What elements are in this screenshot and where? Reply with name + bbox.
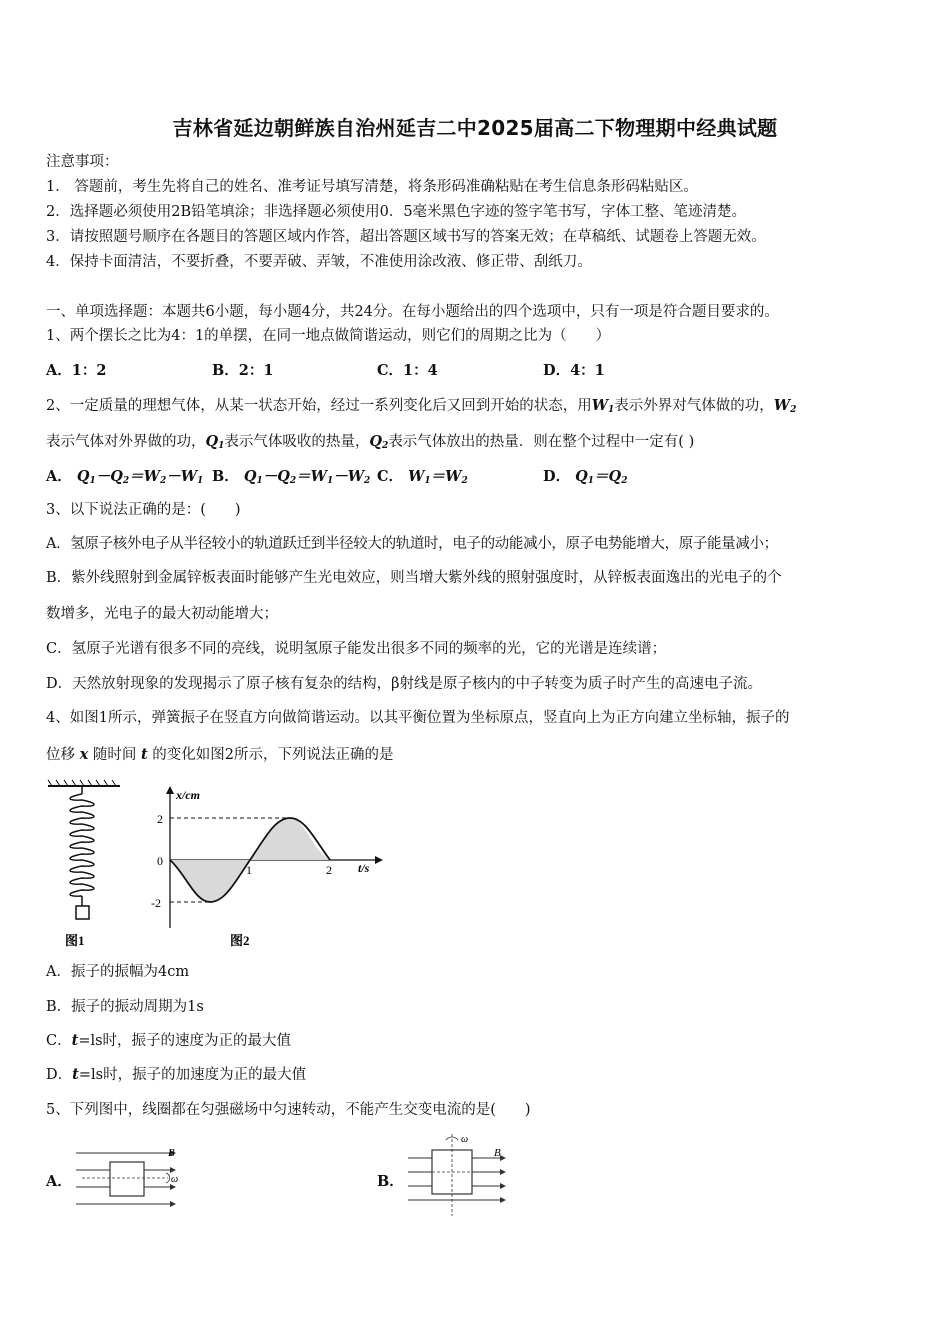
fig2-caption: 图2 bbox=[230, 933, 250, 948]
page-title: 吉林省延边朝鲜族自治州延吉二中2025届高二下物理期中经典试题 bbox=[172, 116, 778, 140]
q2-line-1: 2、一定质量的理想气体，从某一状态开始，经过一系列变化后又回到开始的状态，用$W_1$表示外界对气体做的功，$W_2$ bbox=[46, 397, 797, 415]
notice-heading: 注意事项： bbox=[46, 154, 119, 170]
notice-item-4: 4．保持卡面清洁，不要折叠，不要弄破、弄皱，不准使用涂改液、修正带、刮纸刀。 bbox=[46, 254, 592, 270]
q4-stem-1: 4、如图1所示，弹簧振子在竖直方向做简谐运动。以其平衡位置为坐标原点，竖直向上为正方向建立坐标轴，振子的 bbox=[46, 710, 790, 726]
q1-stem: 1、两个摆长之比为4：1的单摆，在同一地点做简谐运动，则它们的周期之比为（ ） bbox=[46, 328, 611, 344]
q4-option-a: A．振子的振幅为4cm bbox=[46, 964, 190, 980]
omega-label: ω bbox=[461, 1134, 469, 1145]
q5-stem: 5、下列图中，线圈都在匀强磁场中匀速转动，不能产生交变电流的是( ) bbox=[46, 1102, 531, 1118]
q2-option-a: A． $Q_1-Q_2=W_2-W_1$ bbox=[46, 468, 204, 486]
q3-option-c: C．氢原子光谱有很多不同的亮线，说明氢原子能发出很多不同的频率的光，它的光谱是连续谱； bbox=[46, 641, 667, 657]
q4-stem-2: 位移 x 随时间 t 的变化如图2所示，下列说法正确的是 bbox=[46, 746, 394, 763]
notice-item-1: 1． 答题前，考生先将自己的姓名、准考证号填写清楚，将条形码准确粘贴在考生信息条形码粘贴区。 bbox=[46, 179, 698, 195]
q5-option-a-label: A． bbox=[46, 1173, 72, 1190]
q1-option-b: B．2：1 bbox=[212, 362, 274, 379]
q3-option-b-1: B．紫外线照射到金属锌板表面时能够产生光电效应，则当增大紫外线的照射强度时，从锌板表面逸出的光电子的个 bbox=[46, 570, 782, 586]
q4-option-b: B．振子的振动周期为1s bbox=[46, 999, 204, 1015]
fig1-caption: 图1 bbox=[65, 933, 85, 948]
q5-option-b-label: B． bbox=[377, 1173, 404, 1190]
y-axis-label: x/cm bbox=[176, 788, 200, 802]
q1-option-a: A．1：2 bbox=[46, 362, 107, 379]
oscillator-block bbox=[76, 906, 89, 919]
spring-oscillator-diagram bbox=[48, 780, 120, 948]
q2-line-2: 表示气体对外界做的功，$Q_1$表示气体吸收的热量，$Q_2$表示气体放出的热量．则在整个过程中一定有( ) bbox=[46, 433, 695, 451]
q3-option-b-2: 数增多，光电子的最大初动能增大； bbox=[46, 606, 278, 622]
q3-stem: 3、以下说法正确的是：( ) bbox=[46, 502, 241, 518]
q1-option-d: D．4：1 bbox=[543, 362, 605, 379]
q3-option-a: A．氢原子核外电子从半径较小的轨道跃迁到半径较大的轨道时，电子的动能减小，原子电势能增大，原子能量减小； bbox=[46, 536, 778, 552]
q2-option-b: B． $Q_1-Q_2=W_1-W_2$ bbox=[212, 468, 371, 486]
xt-graph bbox=[151, 786, 383, 948]
x-tick-2: 2 bbox=[326, 863, 332, 877]
y-tick-2: 2 bbox=[157, 812, 163, 826]
field-label: B bbox=[494, 1147, 501, 1159]
x-axis-label: t/s bbox=[358, 861, 370, 875]
y-tick-0: 0 bbox=[157, 854, 163, 868]
q3-option-d: D．天然放射现象的发现揭示了原子核有复杂的结构，β射线是原子核内的中子转变为质子时产生的高速电子流。 bbox=[46, 676, 763, 692]
q1-option-c: C．1：4 bbox=[377, 362, 438, 379]
q5-option-a-diagram bbox=[72, 1140, 192, 1216]
notice-item-3: 3．请按照题号顺序在各题目的答题区域内作答，超出答题区域书写的答案无效；在草稿纸、试题卷上答题无效。 bbox=[46, 229, 766, 245]
field-label: B bbox=[168, 1147, 175, 1159]
y-tick-neg2: -2 bbox=[151, 896, 161, 910]
section-heading: 一、单项选择题：本题共6小题，每小题4分，共24分。在每小题给出的四个选项中，只有一项是符合题目要求的。 bbox=[46, 304, 779, 320]
q4-option-d: D．t=ls时，振子的加速度为正的最大值 bbox=[46, 1066, 307, 1083]
q4-figure bbox=[40, 778, 410, 954]
q2-option-c: C． $W_1=W_2$ bbox=[377, 468, 468, 486]
x-tick-1: 1 bbox=[246, 863, 252, 877]
notice-item-2: 2．选择题必须使用2B铅笔填涂；非选择题必须使用0．5毫米黑色字迹的签字笔书写，字体工整、笔迹清楚。 bbox=[46, 204, 747, 220]
q4-option-c: C．t=ls时，振子的速度为正的最大值 bbox=[46, 1032, 292, 1049]
q2-option-d: D． $Q_1=Q_2$ bbox=[543, 468, 628, 486]
q5-option-b-diagram bbox=[402, 1132, 522, 1220]
omega-label: ω bbox=[171, 1174, 179, 1185]
